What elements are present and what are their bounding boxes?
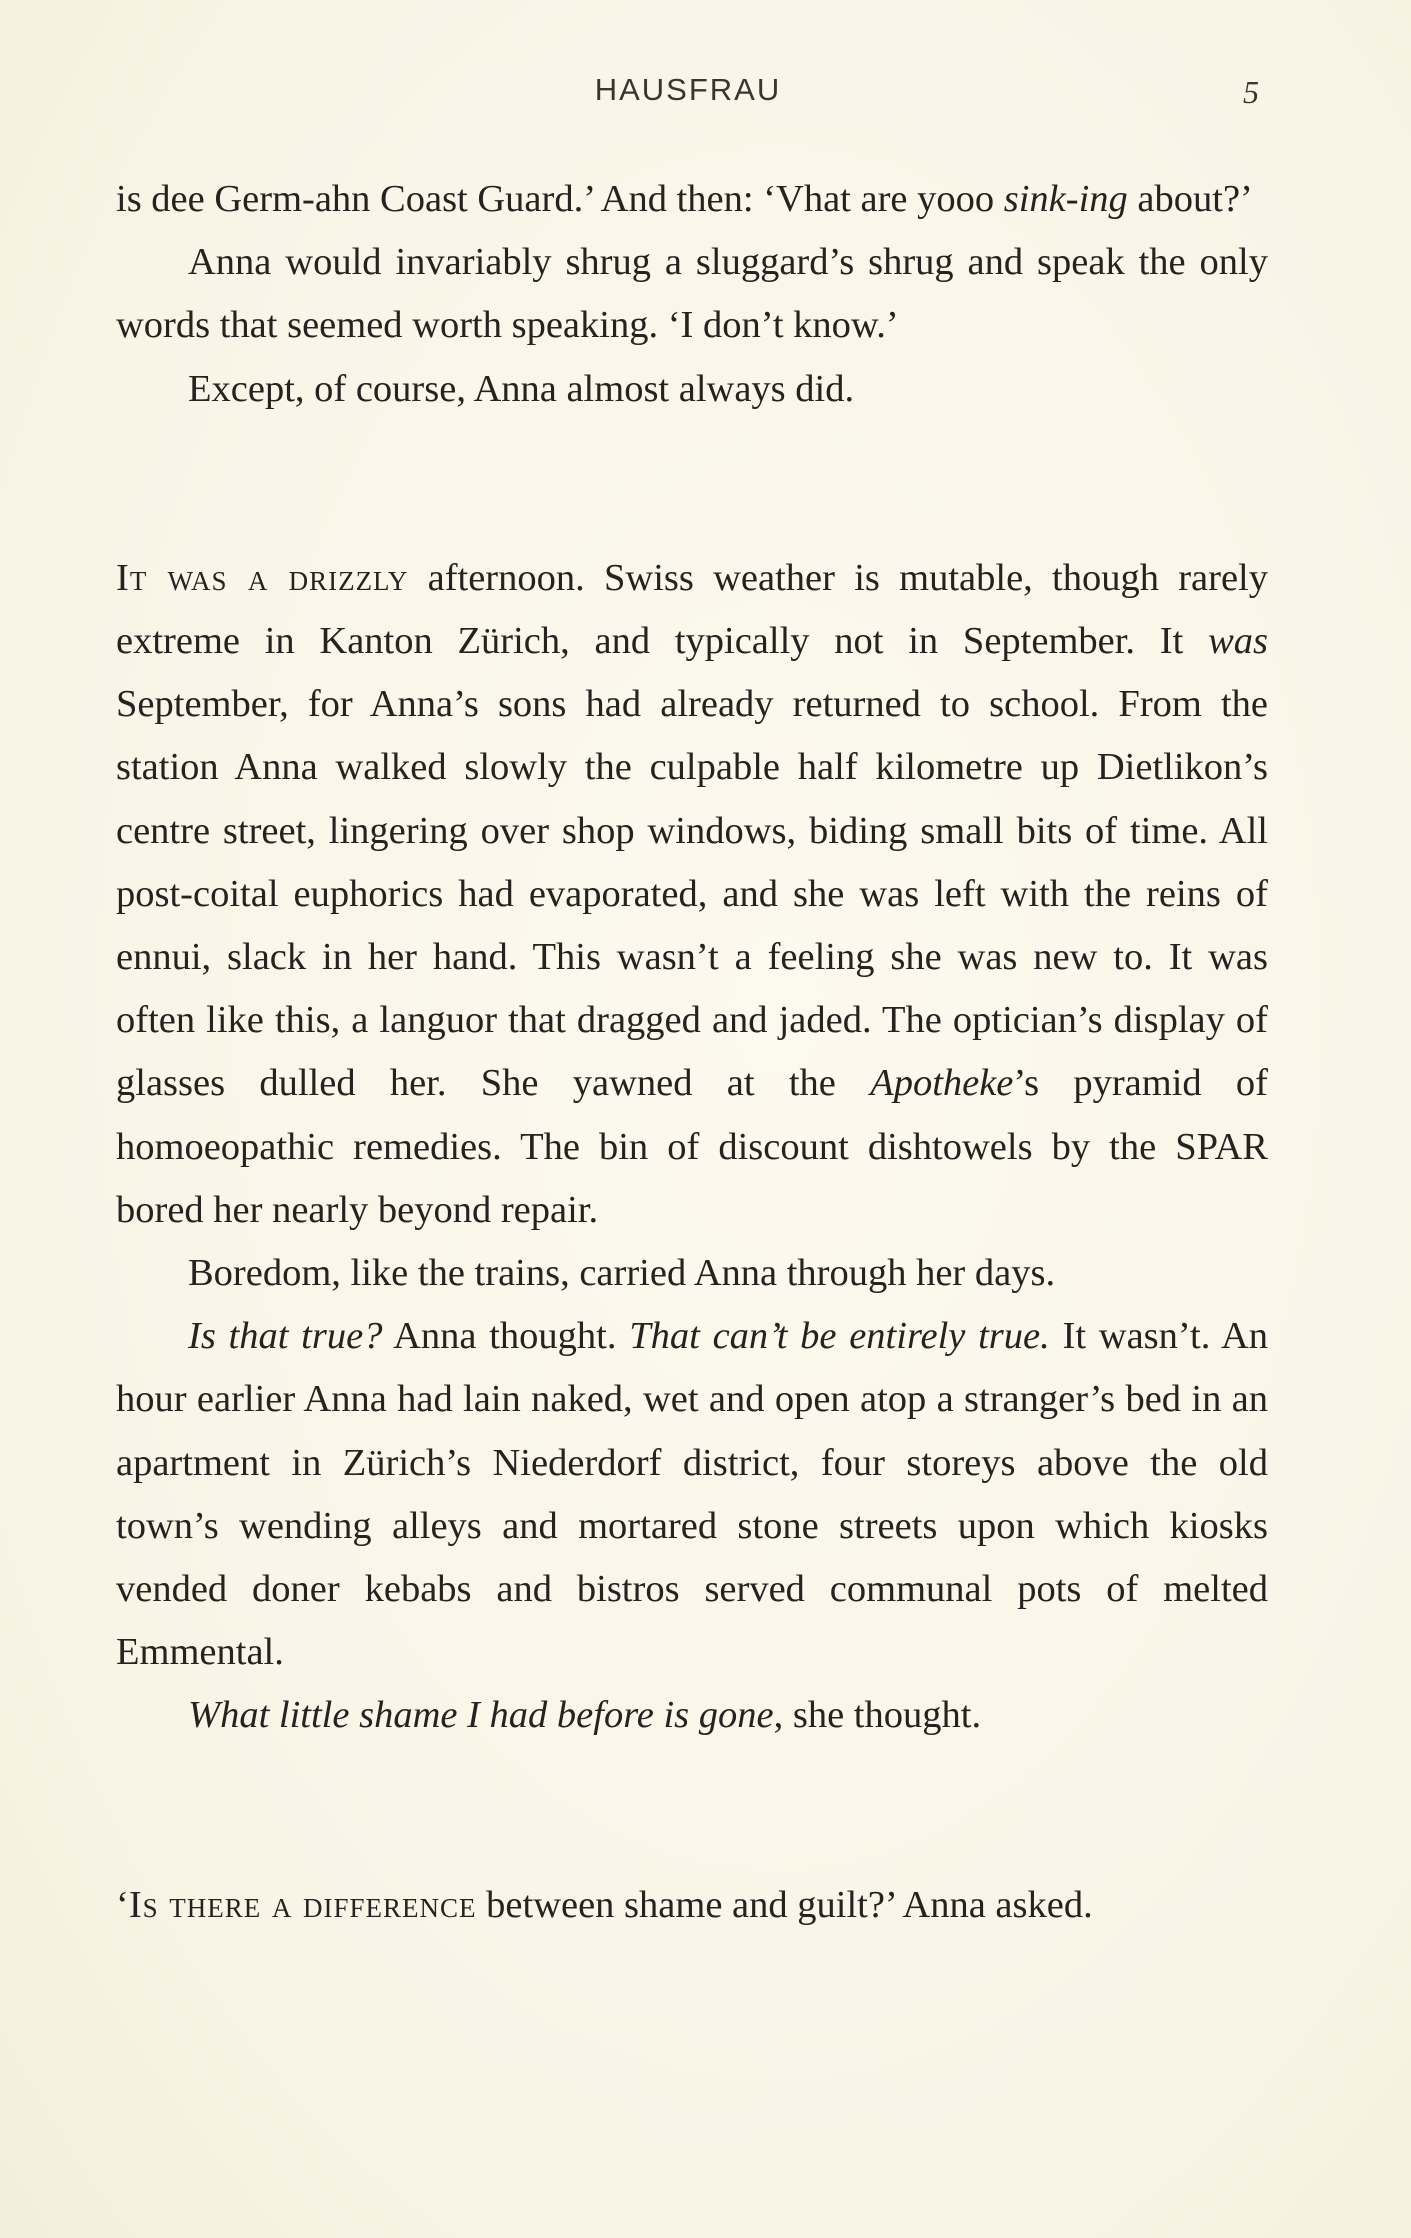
- italic-run: Is that true?: [188, 1315, 383, 1358]
- paragraph-2: Anna would invariably shrug a sluggard’s shrug and speak the only words that seemed worth speaking. ‘I don’t know.’: [116, 241, 1268, 347]
- paragraph-4: [116, 547, 1268, 1242]
- page-number: 5: [1243, 74, 1259, 110]
- body-text: [116, 168, 1268, 1937]
- paragraph-5: Boredom, like the trains, carried Anna through her days.: [188, 1252, 1056, 1295]
- paragraph-3: Except, of course, Anna almost always did.: [188, 367, 855, 410]
- paragraph-6: [116, 1305, 1268, 1684]
- italic-run: was: [1208, 620, 1268, 663]
- small-caps-run: It was a drizzly: [116, 556, 409, 599]
- text-run: September, for Anna’s sons had already returned to school. From the station Anna walked slowly the culpable half kilometre up Dietlikon’s centre street, lingering over shop windows, biding small bits of time. All post-coital euphorics had evaporated, and she was left with the reins of ennui, slack in her hand. This wasn’t a feeling she was new to. It was often like this, a languor that dragged and jaded. The optician’s display of glasses dulled her. She yawned at the: [116, 683, 1268, 1105]
- italic-run: That can’t be entirely true.: [629, 1315, 1050, 1358]
- text-run: between shame and guilt?’ Anna asked.: [476, 1883, 1093, 1926]
- text-run: Anna thought.: [382, 1315, 630, 1358]
- text-run: about?’: [1127, 178, 1253, 220]
- paragraph-8: [116, 1874, 1268, 1937]
- paragraph-1: [116, 168, 1268, 231]
- italic-run: Apotheke: [870, 1062, 1014, 1105]
- text-run: is dee Germ-ahn Coast Guard.’ And then: ‘Vhat are yooo: [116, 178, 1004, 220]
- small-caps-run: Is there a difference: [128, 1883, 477, 1926]
- italic-run: sink-ing: [1003, 178, 1128, 220]
- text-run: , she thought.: [773, 1694, 982, 1737]
- text-run: ’s pyramid of homoeopathic remedies. The bin of discount dishtowels by the SPAR bored her nearly beyond repair.: [116, 1062, 1268, 1231]
- running-head: [0, 72, 1411, 116]
- running-head-title: HAUSFRAU: [594, 72, 782, 107]
- text-run: It wasn’t. An hour earlier Anna had lain naked, wet and open atop a stranger’s bed in an apartment in Zürich’s Niederdorf district, four storeys above the old town’s wending alleys and mortared stone streets upon which kiosks vended doner kebabs and bistros served communal pots of melted Emmental.: [116, 1315, 1268, 1674]
- text-run: afternoon. Swiss weather is mutable, though rarely extreme in Kanton Zürich, and typically not in September. It: [116, 556, 1269, 663]
- paragraph-7: [116, 1684, 1268, 1747]
- italic-run: What little shame I had before is gone: [188, 1694, 774, 1737]
- text-run: ‘: [116, 1883, 129, 1926]
